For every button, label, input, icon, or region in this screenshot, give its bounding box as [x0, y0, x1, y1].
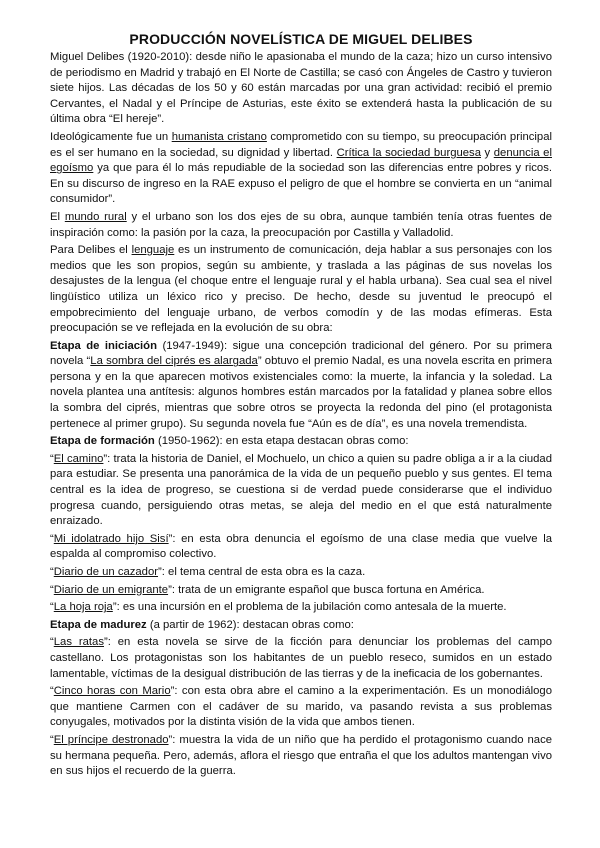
underlined-phrase: lenguaje — [131, 244, 175, 257]
text: ”: en esta obra denuncia el egoísmo de una clase media que vuelve la espalda al compromiso colectivo. — [50, 532, 553, 561]
work-cinco-horas-con-mario — [50, 684, 552, 731]
text: “ — [50, 685, 54, 698]
text: “ — [50, 566, 54, 578]
work-las-ratas — [50, 635, 552, 682]
paragraph-text: Miguel Delibes (1920-2010): desde niño le apasionaba el mundo de la caza; hizo un curso intensivo de periodismo en Madrid y trabajó en El Norte de Castilla; se casó con Ángeles de Castro y tuvieron siete hijos. Las décadas de los 50 y 60 están marcadas por una gran actividad: recibió el premio Cervantes, el Nadal y el Príncipe de Asturias, este éxito se extenderá hasta la publicación de su última obra “El hereje”. — [50, 51, 552, 126]
novel-title: La sombra del ciprés es alargada — [90, 355, 258, 368]
text: “ — [50, 601, 54, 614]
text: ”: es una incursión en el problema de la jubilación como antesala de la muerte. — [112, 601, 507, 614]
paragraph-ideology — [50, 130, 552, 208]
text: comprometido con su tiempo, su preocupación principal es el ser humano en la sociedad, su dignidad y libertad. — [50, 130, 552, 159]
text: es un instrumento de comunicación, deja hablar a sus personajes con los medios que les son propios, según su ambiente, y traslada a las páginas de sus novelas los desajustes de la lengua (el choque entre el lenguaje rural y el habla urbana). Sea cual sea el nivel lingüístico utiliza un léxico rico y preciso. De hecho, desde su juventud le preocupó el empobrecimiento del lenguaje urbano, de verbos comodín y de las modas efímeras. Esta preocupación se ve reflejada en la evolución de su obra: — [50, 244, 552, 335]
text: y el urbano son los dos ejes de su obra, aunque también tenía otras fuentes de inspiración como: la pasión por la caza, la preocupación por Castilla y Valladolid. — [50, 210, 553, 239]
novel-title: Diario de un cazador — [53, 566, 159, 578]
stage-initiation — [50, 339, 552, 433]
text: (1947-1949): sigue una concepción tradicional del género. Por su primera novela “ — [50, 339, 552, 368]
text: ” obtuvo el premio Nadal, es una novela escrita en primera persona y en la que aparecen motivos existenciales como: la muerte, la infancia y la soledad. La novela plantea una antítesis: algunos hombres están marcados por la fatalidad y planea sobre ellos la sombra del ciprés, mientras que sobre otros se proyecta la redonda del pino (el protagonista pertenece al primer grupo). Su segunda novela fue “Aún es de día”, es una novela tremendista. — [50, 355, 552, 430]
stage-label: Etapa de iniciación — [50, 339, 157, 352]
underlined-phrase: mundo rural — [64, 210, 127, 223]
work-la-hoja-roja — [50, 600, 552, 616]
text: Para Delibes el — [50, 244, 132, 257]
novel-title: Cinco horas con Mario — [53, 685, 171, 698]
novel-title: El camino — [53, 452, 104, 465]
text: (a partir de 1962): destacan obras como: — [146, 618, 354, 631]
novel-title: Diario de un emigrante — [53, 583, 169, 596]
stage-label: Etapa de formación — [50, 435, 155, 448]
work-diario-de-un-emigrante — [50, 583, 552, 599]
underlined-phrase: Crítica la sociedad burguesa — [336, 146, 481, 159]
text: “ — [50, 452, 54, 465]
work-el-camino — [50, 452, 552, 530]
text: y — [481, 146, 494, 159]
paragraph-themes — [50, 210, 552, 241]
novel-title: Las ratas — [53, 636, 104, 649]
text: Ideológicamente fue un — [50, 130, 172, 143]
underlined-phrase: denuncia el egoísmo — [50, 146, 552, 175]
work-diario-de-un-cazador — [50, 565, 552, 581]
paragraph-language — [50, 243, 552, 337]
novel-title: El príncipe destronado — [53, 733, 169, 746]
work-mi-idolatrado-hijo-sisi — [50, 532, 552, 563]
text: “ — [50, 733, 54, 746]
paragraph-biography — [50, 50, 552, 128]
novel-title: La hoja roja — [53, 601, 113, 614]
text: “ — [50, 532, 54, 545]
work-el-principe-destronado — [50, 733, 552, 780]
stage-formation — [50, 434, 552, 450]
text: ”: con esta obra abre el camino a la experimentación. Es un monodiálogo que mantiene Carmen con el cadáver de su marido, va pasando revista a sus problemas conyugales, motivados por la distinta visión de la vida que ambos tienen. — [50, 685, 552, 729]
stage-maturity — [50, 618, 552, 634]
text: ”: en esta novela se sirve de la ficción para denunciar los problemas del campo castellano. Los protagonistas son los habitantes de un pueblo reseco, sumidos en un estado lamentable, víctimas de la desigual distribución de las tierras y de la ineficacia de los gobernantes. — [50, 636, 553, 680]
text: El — [50, 210, 65, 223]
novel-title: Mi idolatrado hijo Sisí — [53, 532, 169, 545]
text: “ — [50, 583, 54, 596]
page-title: PRODUCCIÓN NOVELÍSTICA DE MIGUEL DELIBES — [129, 31, 473, 47]
text: ya que para él lo más repudiable de la sociedad son las diferencias entre pobres y ricos. En su discurso de ingreso en la RAE expuso el peligro de que el hombre se convierta en un “animal consumidor”. — [50, 162, 552, 206]
underlined-phrase: humanista cristano — [171, 130, 267, 143]
text: (1950-1962): en esta etapa destacan obras como: — [154, 435, 409, 448]
text: ”: trata de un emigrante español que busca fortuna en América. — [168, 583, 485, 596]
text: ”: trata la historia de Daniel, el Mochuelo, un chico a quien su padre obliga a ir a la ciudad para estudiar. Se presenta una panorámica de la vida de un pequeño pueblo y sus gentes. El tema central es la idea de progreso, se cuestiona si de verdad puede considerarse que el individuo progresa cuando, persiguiendo otras metas, se aleja del medio en el que está naturalmente enraizado. — [50, 452, 553, 528]
stage-label: Etapa de madurez — [50, 618, 147, 631]
text: ”: el tema central de esta obra es la caza. — [158, 566, 366, 578]
text: “ — [50, 636, 54, 649]
text: ”: muestra la vida de un niño que ha perdido el protagonismo cuando nace su hermana pequeña. Pero, además, aflora el riesgo que entraña el que los adultos mantengan vivo en sus hijos el recuerdo de la guerra. — [50, 733, 552, 778]
